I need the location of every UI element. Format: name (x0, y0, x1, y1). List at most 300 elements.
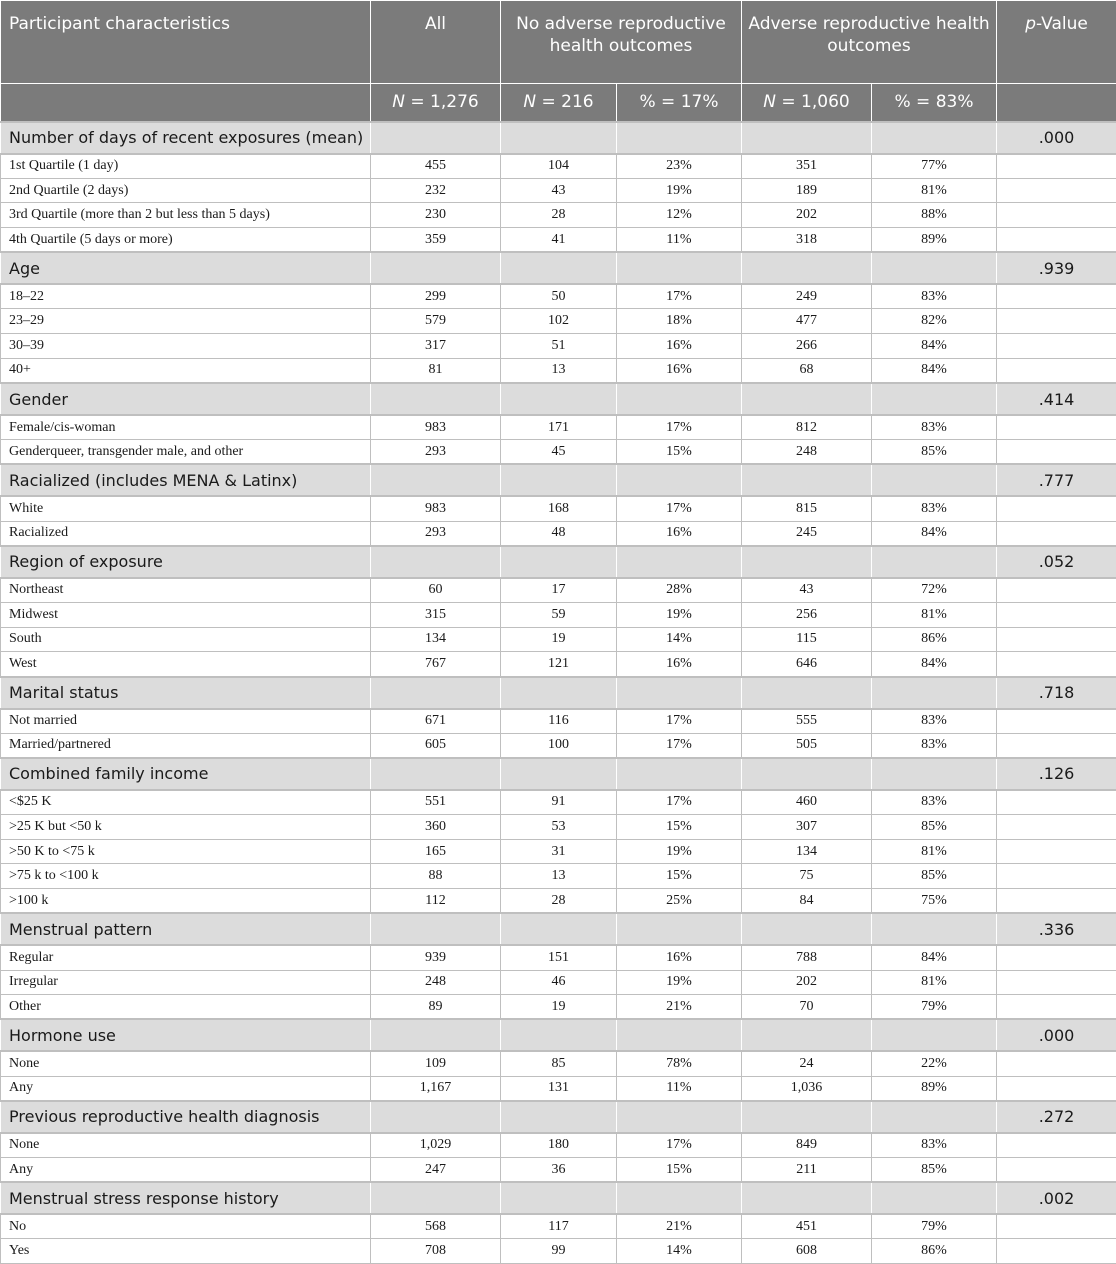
cell-no-adverse-pct: 15% (617, 815, 742, 840)
cell-adverse-n: 249 (742, 284, 872, 309)
section-empty-cell (617, 252, 742, 284)
cell-adverse-n: 788 (742, 945, 872, 970)
n-italic: N (763, 92, 776, 113)
cell-no-adverse-n: 51 (501, 334, 617, 359)
section-empty-cell (501, 464, 617, 496)
table-row (1, 790, 1116, 815)
cell-all: 579 (371, 309, 501, 334)
cell-all: 89 (371, 995, 501, 1020)
row-label: Any (1, 1157, 371, 1182)
cell-no-adverse-n: 36 (501, 1157, 617, 1182)
header-blank (1, 84, 371, 122)
row-label: >75 k to <100 k (1, 864, 371, 889)
section-p-value: .000 (997, 1019, 1116, 1051)
cell-p-empty (997, 309, 1116, 334)
cell-no-adverse-n: 59 (501, 602, 617, 627)
row-label: 23–29 (1, 309, 371, 334)
section-empty-cell (501, 546, 617, 578)
cell-no-adverse-n: 28 (501, 889, 617, 914)
cell-all: 455 (371, 154, 501, 179)
cell-no-adverse-pct: 14% (617, 627, 742, 652)
section-empty-cell (371, 464, 501, 496)
section-empty-cell (872, 464, 997, 496)
cell-p-empty (997, 578, 1116, 603)
cell-all: 983 (371, 415, 501, 440)
cell-all: 60 (371, 578, 501, 603)
cell-no-adverse-n: 17 (501, 578, 617, 603)
cell-no-adverse-n: 13 (501, 358, 617, 383)
cell-no-adverse-pct: 23% (617, 154, 742, 179)
section-empty-cell (501, 1182, 617, 1214)
cell-adverse-pct: 83% (872, 415, 997, 440)
section-empty-cell (501, 122, 617, 154)
header-pct-no-adverse: % = 17% (617, 84, 742, 122)
section-header-row (1, 758, 1116, 790)
section-empty-cell (617, 1101, 742, 1133)
cell-no-adverse-n: 50 (501, 284, 617, 309)
row-label: South (1, 627, 371, 652)
cell-adverse-pct: 83% (872, 496, 997, 521)
cell-all: 134 (371, 627, 501, 652)
section-empty-cell (742, 677, 872, 709)
section-empty-cell (742, 913, 872, 945)
section-p-value: .052 (997, 546, 1116, 578)
cell-p-empty (997, 709, 1116, 734)
cell-adverse-n: 849 (742, 1133, 872, 1158)
cell-adverse-pct: 83% (872, 284, 997, 309)
section-empty-cell (501, 677, 617, 709)
cell-p-empty (997, 440, 1116, 465)
cell-no-adverse-n: 151 (501, 945, 617, 970)
cell-all: 551 (371, 790, 501, 815)
cell-adverse-n: 256 (742, 602, 872, 627)
cell-all: 81 (371, 358, 501, 383)
row-label: White (1, 496, 371, 521)
cell-adverse-n: 211 (742, 1157, 872, 1182)
cell-adverse-pct: 84% (872, 358, 997, 383)
section-empty-cell (872, 383, 997, 415)
table-row (1, 627, 1116, 652)
cell-adverse-pct: 72% (872, 578, 997, 603)
n-adv-value: = 1,060 (775, 92, 850, 113)
section-empty-cell (742, 1019, 872, 1051)
section-empty-cell (371, 252, 501, 284)
cell-adverse-pct: 85% (872, 1157, 997, 1182)
cell-no-adverse-pct: 16% (617, 521, 742, 546)
cell-p-empty (997, 627, 1116, 652)
row-label: 3rd Quartile (more than 2 but less than 5 days) (1, 203, 371, 228)
cell-adverse-pct: 81% (872, 970, 997, 995)
cell-p-empty (997, 945, 1116, 970)
cell-all: 88 (371, 864, 501, 889)
table-row (1, 358, 1116, 383)
section-header-row (1, 677, 1116, 709)
section-empty-cell (617, 913, 742, 945)
section-title: Marital status (1, 677, 371, 709)
cell-adverse-pct: 84% (872, 945, 997, 970)
table-row (1, 1076, 1116, 1101)
section-empty-cell (617, 1019, 742, 1051)
section-empty-cell (501, 252, 617, 284)
cell-adverse-pct: 83% (872, 709, 997, 734)
cell-adverse-pct: 85% (872, 815, 997, 840)
cell-p-empty (997, 358, 1116, 383)
header-n-all (371, 84, 501, 122)
row-label: Midwest (1, 602, 371, 627)
section-title: Hormone use (1, 1019, 371, 1051)
cell-adverse-n: 1,036 (742, 1076, 872, 1101)
section-header-row (1, 383, 1116, 415)
section-empty-cell (872, 252, 997, 284)
row-label: 18–22 (1, 284, 371, 309)
n-italic: N (392, 92, 405, 113)
cell-no-adverse-pct: 19% (617, 178, 742, 203)
table-row (1, 970, 1116, 995)
row-label: West (1, 652, 371, 677)
cell-adverse-pct: 84% (872, 652, 997, 677)
cell-all: 293 (371, 440, 501, 465)
section-title: Region of exposure (1, 546, 371, 578)
cell-no-adverse-pct: 17% (617, 709, 742, 734)
cell-p-empty (997, 995, 1116, 1020)
header-adverse-outcomes: Adverse reproductive health outcomes (742, 1, 997, 84)
cell-p-empty (997, 228, 1116, 253)
cell-adverse-pct: 84% (872, 334, 997, 359)
cell-no-adverse-pct: 16% (617, 652, 742, 677)
cell-adverse-n: 646 (742, 652, 872, 677)
row-label: Yes (1, 1239, 371, 1264)
section-title: Number of days of recent exposures (mean) (1, 122, 371, 154)
cell-no-adverse-pct: 21% (617, 1214, 742, 1239)
cell-adverse-n: 477 (742, 309, 872, 334)
cell-no-adverse-n: 85 (501, 1051, 617, 1076)
section-empty-cell (742, 383, 872, 415)
table-row (1, 154, 1116, 179)
section-header-row (1, 1019, 1116, 1051)
row-label: >50 K to <75 k (1, 839, 371, 864)
cell-all: 1,029 (371, 1133, 501, 1158)
cell-adverse-pct: 79% (872, 1214, 997, 1239)
cell-adverse-n: 460 (742, 790, 872, 815)
cell-adverse-n: 555 (742, 709, 872, 734)
table-row (1, 334, 1116, 359)
section-p-value: .414 (997, 383, 1116, 415)
table-row (1, 1239, 1116, 1264)
table-row (1, 602, 1116, 627)
section-empty-cell (617, 1182, 742, 1214)
cell-adverse-n: 307 (742, 815, 872, 840)
section-empty-cell (872, 1182, 997, 1214)
section-empty-cell (872, 758, 997, 790)
section-title: Menstrual pattern (1, 913, 371, 945)
cell-no-adverse-pct: 15% (617, 1157, 742, 1182)
cell-adverse-pct: 84% (872, 521, 997, 546)
cell-adverse-n: 812 (742, 415, 872, 440)
header-n-no-adverse (501, 84, 617, 122)
cell-p-empty (997, 415, 1116, 440)
cell-p-empty (997, 1076, 1116, 1101)
cell-no-adverse-n: 43 (501, 178, 617, 203)
row-label: Not married (1, 709, 371, 734)
cell-adverse-n: 608 (742, 1239, 872, 1264)
table-row (1, 1157, 1116, 1182)
header-p-value (997, 1, 1116, 84)
cell-no-adverse-pct: 17% (617, 790, 742, 815)
p-rest: -Value (1036, 14, 1088, 34)
section-empty-cell (371, 1182, 501, 1214)
section-empty-cell (617, 546, 742, 578)
cell-p-empty (997, 889, 1116, 914)
cell-no-adverse-n: 99 (501, 1239, 617, 1264)
cell-adverse-pct: 81% (872, 602, 997, 627)
row-label: >25 K but <50 k (1, 815, 371, 840)
table-row (1, 496, 1116, 521)
cell-p-empty (997, 790, 1116, 815)
cell-no-adverse-pct: 15% (617, 440, 742, 465)
section-empty-cell (617, 383, 742, 415)
cell-p-empty (997, 178, 1116, 203)
table-body (1, 122, 1116, 1264)
cell-adverse-n: 75 (742, 864, 872, 889)
section-title: Racialized (includes MENA & Latinx) (1, 464, 371, 496)
section-title: Menstrual stress response history (1, 1182, 371, 1214)
cell-p-empty (997, 284, 1116, 309)
table-row (1, 1214, 1116, 1239)
cell-adverse-n: 505 (742, 733, 872, 758)
section-title: Gender (1, 383, 371, 415)
cell-adverse-pct: 88% (872, 203, 997, 228)
cell-no-adverse-n: 46 (501, 970, 617, 995)
cell-adverse-n: 451 (742, 1214, 872, 1239)
section-empty-cell (617, 122, 742, 154)
cell-adverse-pct: 85% (872, 440, 997, 465)
section-header-row (1, 122, 1116, 154)
cell-adverse-pct: 86% (872, 627, 997, 652)
section-empty-cell (371, 913, 501, 945)
cell-adverse-n: 68 (742, 358, 872, 383)
cell-adverse-n: 134 (742, 839, 872, 864)
row-label: Any (1, 1076, 371, 1101)
section-header-row (1, 252, 1116, 284)
cell-all: 568 (371, 1214, 501, 1239)
section-header-row (1, 464, 1116, 496)
table-row (1, 178, 1116, 203)
cell-no-adverse-n: 28 (501, 203, 617, 228)
cell-no-adverse-pct: 16% (617, 334, 742, 359)
row-label: Northeast (1, 578, 371, 603)
cell-adverse-n: 202 (742, 970, 872, 995)
cell-no-adverse-pct: 18% (617, 309, 742, 334)
cell-no-adverse-pct: 78% (617, 1051, 742, 1076)
section-empty-cell (371, 383, 501, 415)
row-label: Other (1, 995, 371, 1020)
table-header (1, 1, 1116, 122)
cell-no-adverse-n: 41 (501, 228, 617, 253)
section-empty-cell (501, 1019, 617, 1051)
cell-no-adverse-pct: 11% (617, 1076, 742, 1101)
section-empty-cell (501, 758, 617, 790)
cell-all: 165 (371, 839, 501, 864)
row-label: Irregular (1, 970, 371, 995)
section-empty-cell (617, 677, 742, 709)
row-label: Racialized (1, 521, 371, 546)
cell-all: 360 (371, 815, 501, 840)
section-empty-cell (872, 677, 997, 709)
table-row (1, 228, 1116, 253)
section-empty-cell (872, 1019, 997, 1051)
section-p-value: .718 (997, 677, 1116, 709)
cell-all: 232 (371, 178, 501, 203)
cell-adverse-n: 189 (742, 178, 872, 203)
section-empty-cell (742, 252, 872, 284)
table-row (1, 864, 1116, 889)
cell-p-empty (997, 1239, 1116, 1264)
cell-p-empty (997, 203, 1116, 228)
cell-p-empty (997, 1133, 1116, 1158)
section-p-value: .126 (997, 758, 1116, 790)
cell-no-adverse-pct: 14% (617, 1239, 742, 1264)
cell-no-adverse-n: 131 (501, 1076, 617, 1101)
cell-no-adverse-pct: 19% (617, 602, 742, 627)
cell-adverse-n: 43 (742, 578, 872, 603)
section-title: Combined family income (1, 758, 371, 790)
cell-all: 767 (371, 652, 501, 677)
cell-no-adverse-pct: 16% (617, 358, 742, 383)
cell-adverse-n: 202 (742, 203, 872, 228)
table-row (1, 945, 1116, 970)
table-row (1, 440, 1116, 465)
cell-no-adverse-n: 171 (501, 415, 617, 440)
cell-adverse-n: 70 (742, 995, 872, 1020)
cell-no-adverse-n: 180 (501, 1133, 617, 1158)
n-italic: N (523, 92, 537, 113)
row-label: 1st Quartile (1 day) (1, 154, 371, 179)
section-p-value: .000 (997, 122, 1116, 154)
cell-no-adverse-n: 48 (501, 521, 617, 546)
cell-p-empty (997, 521, 1116, 546)
table-row (1, 652, 1116, 677)
section-p-value: .002 (997, 1182, 1116, 1214)
cell-no-adverse-n: 53 (501, 815, 617, 840)
table-row (1, 1133, 1116, 1158)
cell-all: 317 (371, 334, 501, 359)
cell-adverse-n: 245 (742, 521, 872, 546)
cell-no-adverse-pct: 25% (617, 889, 742, 914)
cell-p-empty (997, 970, 1116, 995)
row-label: None (1, 1133, 371, 1158)
section-p-value: .336 (997, 913, 1116, 945)
section-header-row (1, 1101, 1116, 1133)
section-empty-cell (872, 913, 997, 945)
cell-all: 247 (371, 1157, 501, 1182)
cell-adverse-pct: 89% (872, 1076, 997, 1101)
cell-no-adverse-pct: 17% (617, 496, 742, 521)
cell-all: 983 (371, 496, 501, 521)
cell-no-adverse-pct: 17% (617, 415, 742, 440)
section-header-row (1, 1182, 1116, 1214)
header-participant-characteristics: Participant characteristics (1, 1, 371, 84)
cell-p-empty (997, 334, 1116, 359)
row-label: None (1, 1051, 371, 1076)
table-row (1, 284, 1116, 309)
cell-no-adverse-pct: 15% (617, 864, 742, 889)
section-empty-cell (742, 1101, 872, 1133)
cell-adverse-pct: 81% (872, 839, 997, 864)
row-label: 40+ (1, 358, 371, 383)
cell-no-adverse-n: 19 (501, 995, 617, 1020)
section-p-value: .272 (997, 1101, 1116, 1133)
section-empty-cell (872, 122, 997, 154)
header-no-adverse-outcomes: No adverse reproductive health outcomes (501, 1, 742, 84)
cell-adverse-n: 248 (742, 440, 872, 465)
cell-no-adverse-n: 31 (501, 839, 617, 864)
cell-all: 230 (371, 203, 501, 228)
section-p-value: .939 (997, 252, 1116, 284)
cell-p-empty (997, 602, 1116, 627)
cell-no-adverse-n: 116 (501, 709, 617, 734)
table-row (1, 578, 1116, 603)
table-row (1, 521, 1116, 546)
cell-p-empty (997, 1214, 1116, 1239)
section-empty-cell (501, 913, 617, 945)
cell-p-empty (997, 1051, 1116, 1076)
cell-no-adverse-pct: 11% (617, 228, 742, 253)
cell-p-empty (997, 864, 1116, 889)
cell-all: 708 (371, 1239, 501, 1264)
row-label: 30–39 (1, 334, 371, 359)
cell-adverse-pct: 79% (872, 995, 997, 1020)
cell-adverse-pct: 86% (872, 1239, 997, 1264)
section-empty-cell (371, 1101, 501, 1133)
section-empty-cell (371, 677, 501, 709)
cell-adverse-pct: 77% (872, 154, 997, 179)
cell-all: 248 (371, 970, 501, 995)
cell-all: 1,167 (371, 1076, 501, 1101)
cell-no-adverse-n: 45 (501, 440, 617, 465)
cell-no-adverse-n: 91 (501, 790, 617, 815)
cell-no-adverse-pct: 17% (617, 284, 742, 309)
cell-adverse-n: 318 (742, 228, 872, 253)
cell-adverse-n: 115 (742, 627, 872, 652)
n-all-value: = 1,276 (404, 92, 479, 113)
section-p-value: .777 (997, 464, 1116, 496)
section-title: Age (1, 252, 371, 284)
cell-all: 605 (371, 733, 501, 758)
cell-adverse-pct: 75% (872, 889, 997, 914)
cell-all: 293 (371, 521, 501, 546)
cell-adverse-n: 266 (742, 334, 872, 359)
table-row (1, 709, 1116, 734)
cell-all: 939 (371, 945, 501, 970)
cell-adverse-n: 815 (742, 496, 872, 521)
section-empty-cell (742, 122, 872, 154)
header-blank (997, 84, 1116, 122)
row-label: 2nd Quartile (2 days) (1, 178, 371, 203)
cell-p-empty (997, 733, 1116, 758)
cell-adverse-n: 84 (742, 889, 872, 914)
cell-adverse-pct: 89% (872, 228, 997, 253)
cell-all: 109 (371, 1051, 501, 1076)
cell-no-adverse-n: 100 (501, 733, 617, 758)
cell-adverse-n: 351 (742, 154, 872, 179)
cell-p-empty (997, 652, 1116, 677)
cell-adverse-pct: 83% (872, 733, 997, 758)
cell-no-adverse-n: 117 (501, 1214, 617, 1239)
section-header-row (1, 546, 1116, 578)
cell-adverse-pct: 85% (872, 864, 997, 889)
cell-all: 315 (371, 602, 501, 627)
table-row (1, 309, 1116, 334)
